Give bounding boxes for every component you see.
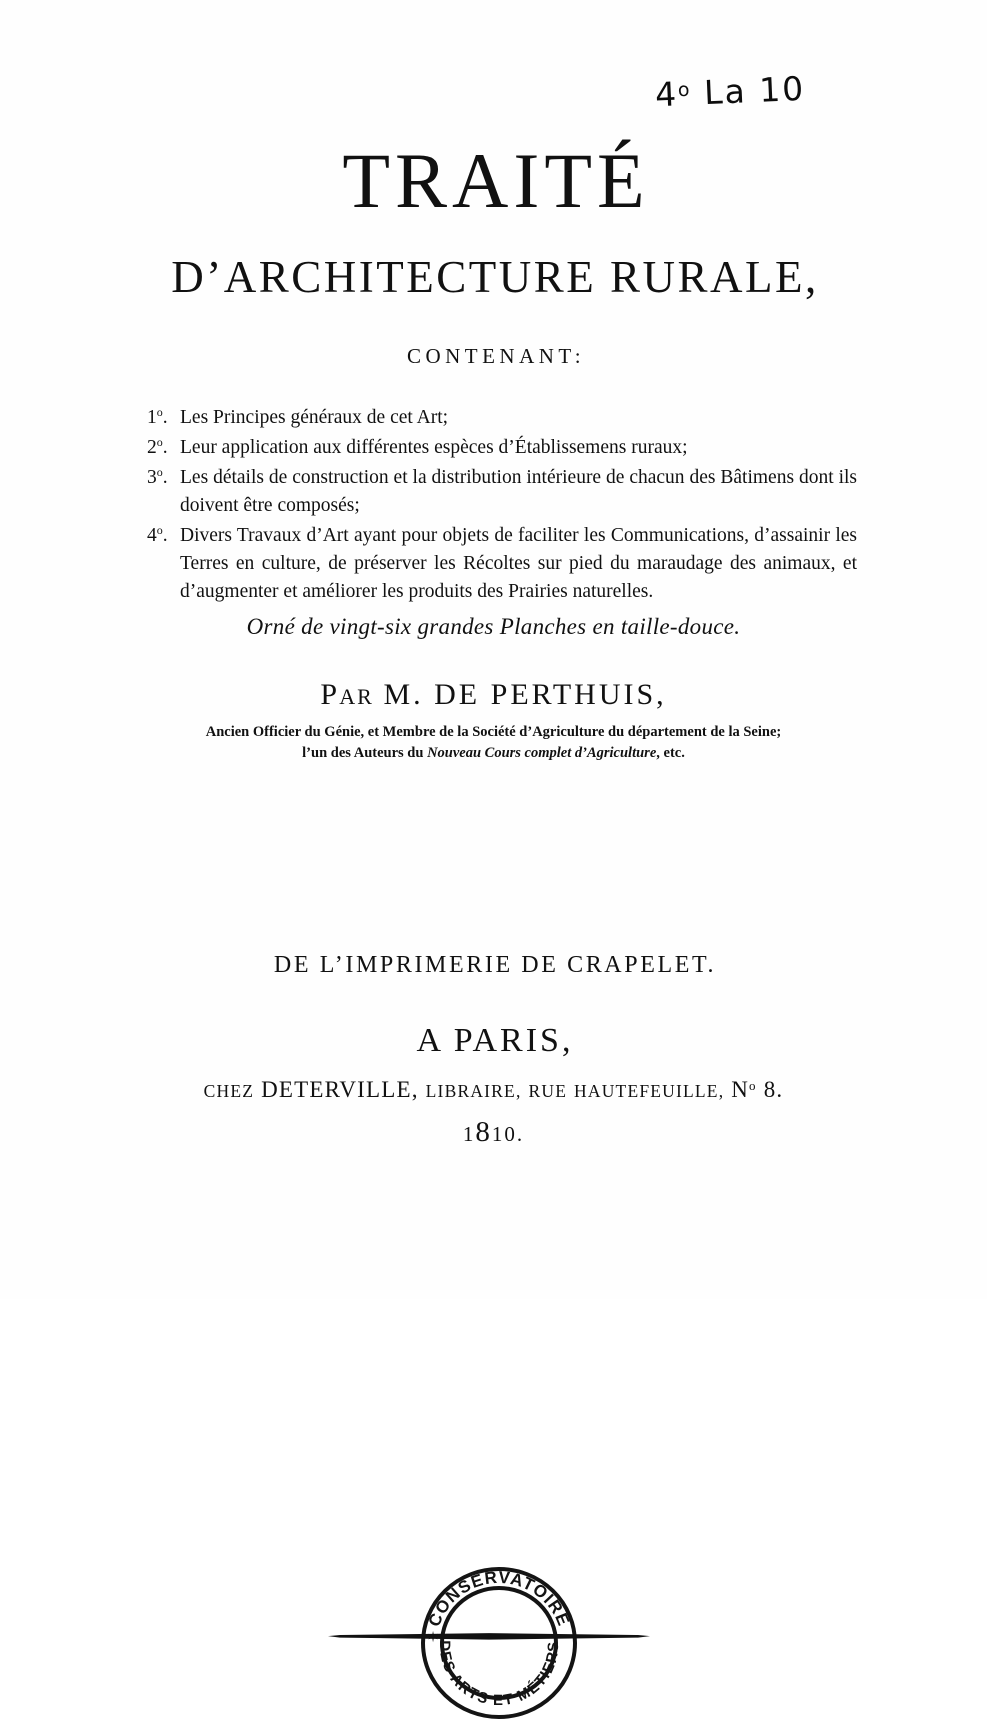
plates-note: Orné de vingt-six grandes Planches en taille-douce.: [246, 614, 741, 639]
list-item-text: Leur application aux différentes espèces d’Établissemens ruraux;: [180, 437, 688, 459]
credentials-line-1: Ancien Officier du Génie, et Membre de la Société d’Agriculture du département de la Seine;: [205, 724, 782, 740]
year-digit-1: 1: [462, 1122, 476, 1146]
list-item-number: 3$^o$.: [147, 465, 168, 489]
publication-year: [0, 1116, 987, 1149]
list-item-text: Les détails de construction et la distribution intérieure de chacun des Bâtimens dont ils doivent être composés;: [180, 467, 857, 517]
byline-par-smallcaps: AR: [339, 684, 374, 709]
bookseller-chez: CHEZ: [203, 1081, 255, 1101]
bookseller-line: [0, 1077, 987, 1103]
credentials-prefix: l’un des Auteurs du: [302, 745, 428, 762]
year-digit-8: 8: [475, 1116, 492, 1148]
credentials-work-title: Nouveau Cours complet d’Agriculture: [427, 745, 657, 762]
street-name: HAUTEFEUILLE,: [574, 1081, 725, 1101]
street-prefix: RUE: [528, 1081, 568, 1101]
bookseller-name: DETERVILLE,: [261, 1077, 419, 1102]
stamp-top-text: CONSERVATOIRE: [424, 1567, 574, 1630]
city-line: A PARIS,: [416, 1022, 574, 1059]
page-title: TRAITÉ: [342, 137, 650, 224]
list-item: [147, 434, 857, 462]
stamp-bottom-text: DES ARTS ET MÉTIERS: [435, 1640, 563, 1710]
list-item: [147, 522, 857, 606]
ornamental-rule: [328, 1632, 650, 1641]
contents-heading: CONTENANT:: [406, 344, 586, 368]
handwritten-shelfmark: [654, 69, 806, 115]
author-byline: [0, 678, 987, 712]
author-credentials: [0, 722, 987, 764]
list-item: [147, 464, 857, 520]
shelfmark-number: 4: [654, 74, 679, 115]
address-number-label: N: [731, 1077, 750, 1102]
credentials-line-2: [0, 743, 987, 764]
list-item-number: 1$^o$.: [147, 405, 168, 428]
contents-list: [147, 404, 857, 609]
shelfmark-collection: La 10: [703, 68, 806, 113]
shelfmark-degree: o: [677, 78, 692, 102]
credentials-suffix: , etc.: [656, 745, 685, 762]
list-item-text: Divers Travaux d’Art ayant pour objets de faciliter les Communications, d’assainir les Terres en culture, de préserver les Récoltes sur pied du maraudage des animaux, et d’augmenter et améliorer les produits des Prairies naturelles.: [180, 525, 857, 603]
bookseller-role: LIBRAIRE,: [425, 1081, 522, 1101]
page-subtitle: D’ARCHITECTURE RURALE,: [171, 252, 819, 302]
byline-par: P: [320, 678, 340, 711]
list-item-text: Les Principes généraux de cet Art;: [180, 407, 449, 428]
printer-line: DE L’IMPRIMERIE DE CRAPELET.: [273, 952, 717, 978]
list-item-number: 4$^o$.: [147, 523, 168, 547]
address-number-value: 8.: [763, 1077, 784, 1102]
library-stamp: [418, 1564, 580, 1720]
address-number-sup: o: [749, 1078, 757, 1093]
author-name: M. DE PERTHUIS,: [383, 678, 667, 711]
list-item-number: 2$^o$.: [147, 435, 168, 459]
list-item: [147, 404, 857, 432]
year-digits-10: 10.: [491, 1122, 525, 1146]
